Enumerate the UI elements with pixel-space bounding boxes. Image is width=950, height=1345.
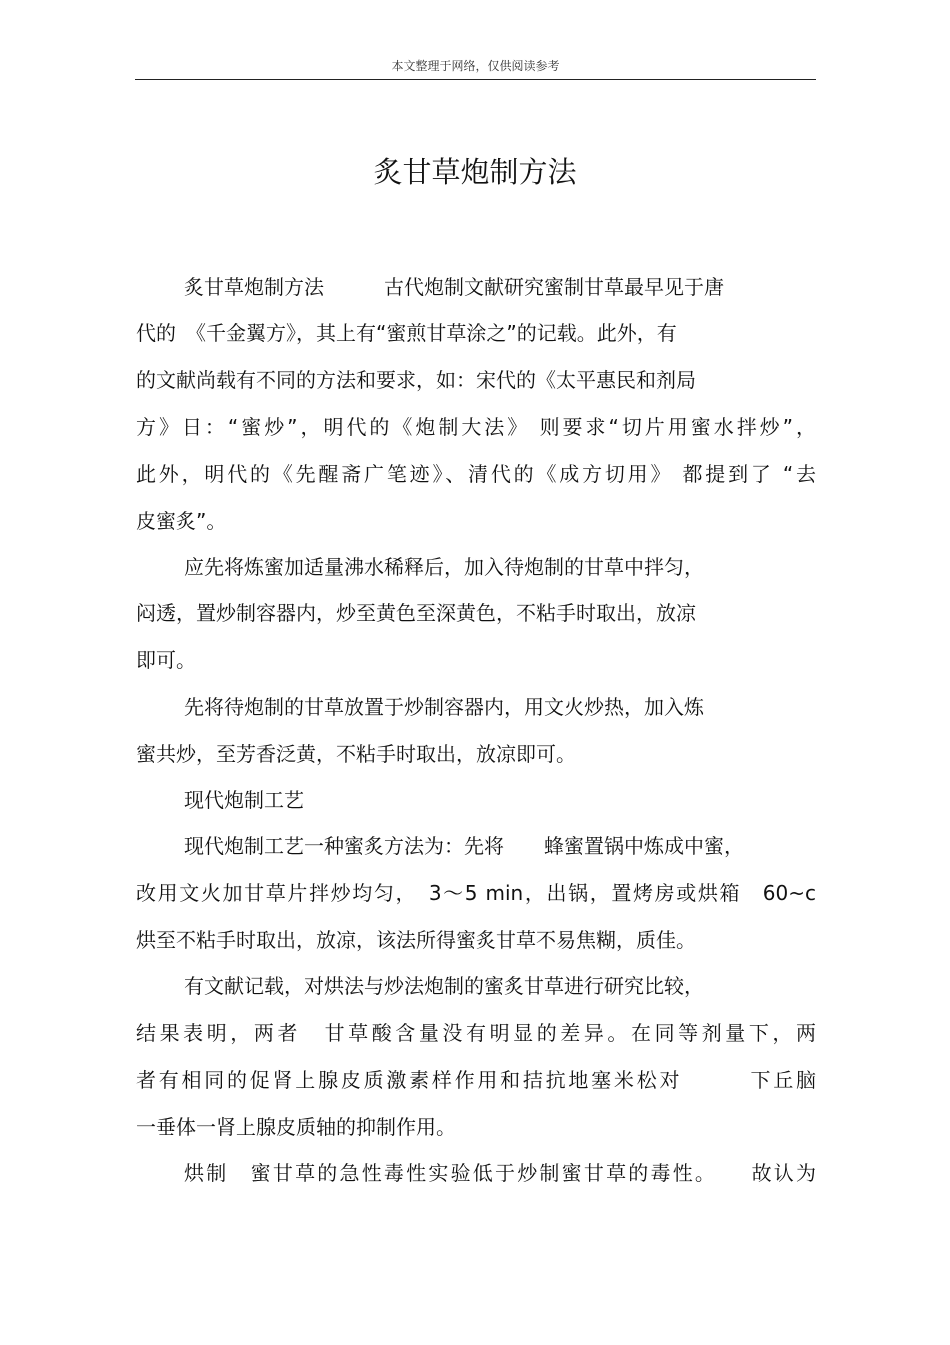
body-line: 蜜共炒，至芳香泛黄，不粘手时取出，放凉即可。 bbox=[136, 742, 576, 766]
body-line: 方》日：“蜜炒”，明代的《炮制大法》 则要求“切片用蜜水拌炒”， bbox=[136, 415, 816, 439]
body-line: 现代炮制工艺一种蜜炙方法为：先将 蜂蜜置锅中炼成中蜜， bbox=[184, 834, 744, 858]
body-line: 闷透，置炒制容器内，炒至黄色至深黄色，不粘手时取出，放凉 bbox=[136, 601, 696, 625]
page-header: 本文整理于网络，仅供阅读参考 bbox=[391, 59, 560, 73]
section-heading: 现代炮制工艺 bbox=[184, 788, 304, 812]
body-line: 烘至不粘手时取出，放凉，该法所得蜜炙甘草不易焦糊，质佳。 bbox=[136, 928, 696, 952]
body-line: 即可。 bbox=[136, 648, 196, 672]
body-line: 结果表明，两者 甘草酸含量没有明显的差异。在同等剂量下，两 bbox=[136, 1021, 816, 1045]
body-line: 改用文火加甘草片拌炒均匀， 3～5 min，出锅，置烤房或烘箱 60~c bbox=[136, 881, 816, 905]
body-line: 的文献尚载有不同的方法和要求，如：宋代的《太平惠民和剂局 bbox=[136, 368, 696, 392]
header-divider bbox=[135, 79, 816, 80]
body-line: 有文献记载，对烘法与炒法炮制的蜜炙甘草进行研究比较， bbox=[184, 974, 704, 998]
body-line: 代的 《千金翼方》，其上有“蜜煎甘草涂之”的记载。此外，有 bbox=[136, 321, 677, 345]
body-line: 烘制 蜜甘草的急性毒性实验低于炒制蜜甘草的毒性。 故认为 bbox=[184, 1161, 816, 1185]
body-line: 一垂体一肾上腺皮质轴的抑制作用。 bbox=[136, 1115, 456, 1139]
document-title: 炙甘草炮制方法 bbox=[373, 155, 577, 189]
body-line: 应先将炼蜜加适量沸水稀释后，加入待炮制的甘草中拌匀， bbox=[184, 555, 704, 579]
body-line: 皮蜜炙”。 bbox=[136, 509, 227, 533]
body-line: 炙甘草炮制方法 古代炮制文献研究蜜制甘草最早见于唐 bbox=[184, 275, 724, 299]
body-line: 此外，明代的《先醒斋广笔迹》、清代的《成方切用》 都提到了 “去 bbox=[136, 462, 816, 486]
body-line: 先将待炮制的甘草放置于炒制容器内，用文火炒热，加入炼 bbox=[184, 695, 704, 719]
body-line: 者有相同的促肾上腺皮质激素样作用和拮抗地塞米松对 下丘脑 bbox=[136, 1068, 816, 1092]
